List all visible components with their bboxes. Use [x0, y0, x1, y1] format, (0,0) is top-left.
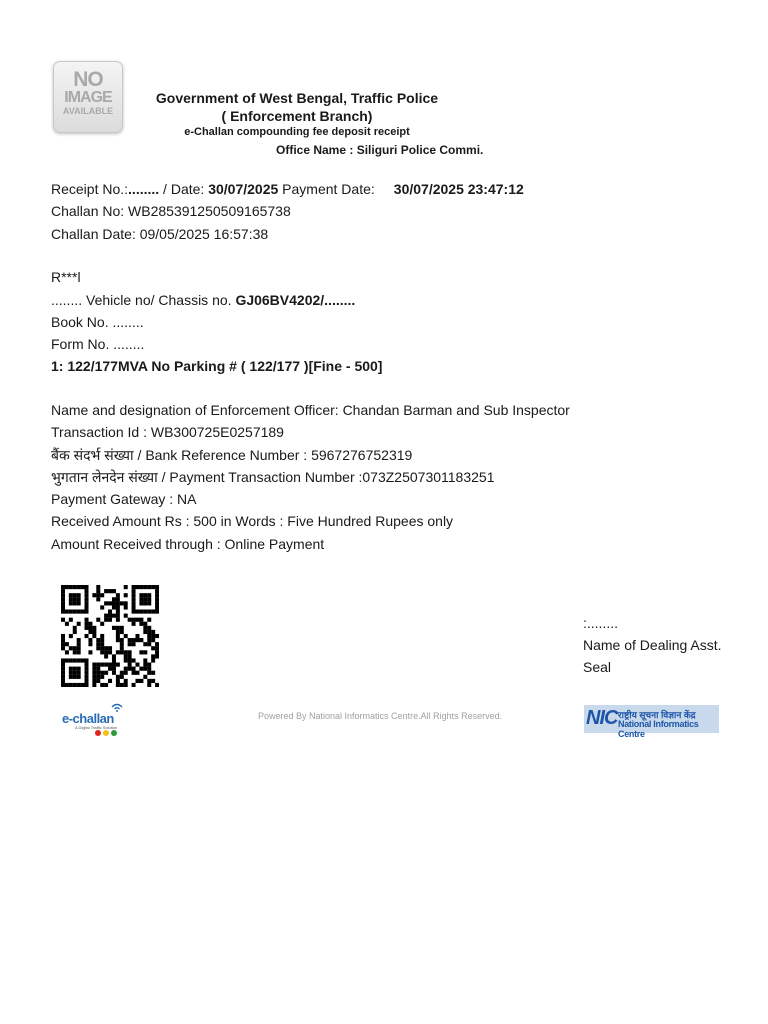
nic-mark: NIC	[586, 707, 618, 729]
echallan-logo	[62, 702, 132, 738]
challan-no: Challan No: WB285391250509165738	[51, 203, 291, 219]
branch-name: ( Enforcement Branch)	[221, 108, 373, 124]
nic-logo	[584, 705, 719, 739]
receipt-no-value: ........	[128, 181, 160, 197]
enforcement-officer: Name and designation of Enforcement Officer: Chandan Barman and Sub Inspector	[51, 402, 570, 418]
no-image-line3: AVAILABLE	[62, 106, 114, 116]
received-through: Amount Received through : Online Payment	[51, 536, 325, 552]
challan-date: Challan Date: 09/05/2025 16:57:38	[51, 226, 269, 242]
seal-label: Seal	[583, 659, 612, 675]
powered-by: Powered By National Informatics Centre.All Rights Reserved.	[258, 711, 503, 721]
green-light-icon	[111, 730, 117, 736]
bank-reference: बैंक संदर्भ संख्या / Bank Reference Number : 5967276752319	[51, 447, 413, 463]
vehicle-label: ........ Vehicle no/ Chassis no.	[51, 292, 236, 308]
receipt-no-label: Receipt No.:	[51, 181, 129, 197]
nic-hindi-name: राष्ट्रीय सूचना विज्ञान केंद्र	[618, 710, 696, 720]
echallan-logo-text: e-challan	[62, 711, 114, 726]
payment-date-value: 30/07/2025 23:47:12	[393, 181, 524, 197]
amber-light-icon	[103, 730, 109, 736]
echallan-tagline: A Digital Traffic Solution	[75, 725, 118, 730]
qr-code	[61, 585, 159, 687]
date-value: 30/07/2025	[208, 181, 279, 197]
vehicle-value: GJ06BV4202/........	[235, 292, 356, 308]
nic-english-name: National Informatics Centre	[618, 719, 699, 739]
dealing-asst-name: Name of Dealing Asst.	[583, 637, 722, 653]
received-amount: Received Amount Rs : 500 in Words : Five Hundred Rupees only	[51, 513, 454, 529]
date-label: / Date:	[159, 181, 209, 197]
office-name: Office Name : Siliguri Police Commi.	[276, 143, 484, 157]
offence-line: 1: 122/177MVA No Parking # ( 122/177 )[Fine - 500]	[51, 358, 383, 374]
receipt-line	[51, 181, 524, 197]
receipt-title: e-Challan compounding fee deposit receipt	[184, 126, 410, 138]
vehicle-line	[51, 292, 355, 308]
book-no: Book No. ........	[51, 314, 144, 330]
payment-date-label: Payment Date:	[278, 181, 375, 197]
document-title: Government of West Bengal, Traffic Police	[155, 90, 439, 106]
no-image-line1: NO	[73, 68, 103, 91]
payment-gateway: Payment Gateway : NA	[51, 491, 197, 507]
red-light-icon	[95, 730, 101, 736]
transaction-id: Transaction Id : WB300725E0257189	[51, 424, 284, 440]
payment-transaction-number: भुगतान लेनदेन संख्या / Payment Transaction Number :073Z2507301183251	[51, 469, 495, 485]
form-no: Form No. ........	[51, 336, 145, 352]
no-image-line2: IMAGE	[64, 89, 112, 106]
offender-name: R***l	[51, 269, 81, 285]
signature-dots: :........	[583, 615, 619, 631]
